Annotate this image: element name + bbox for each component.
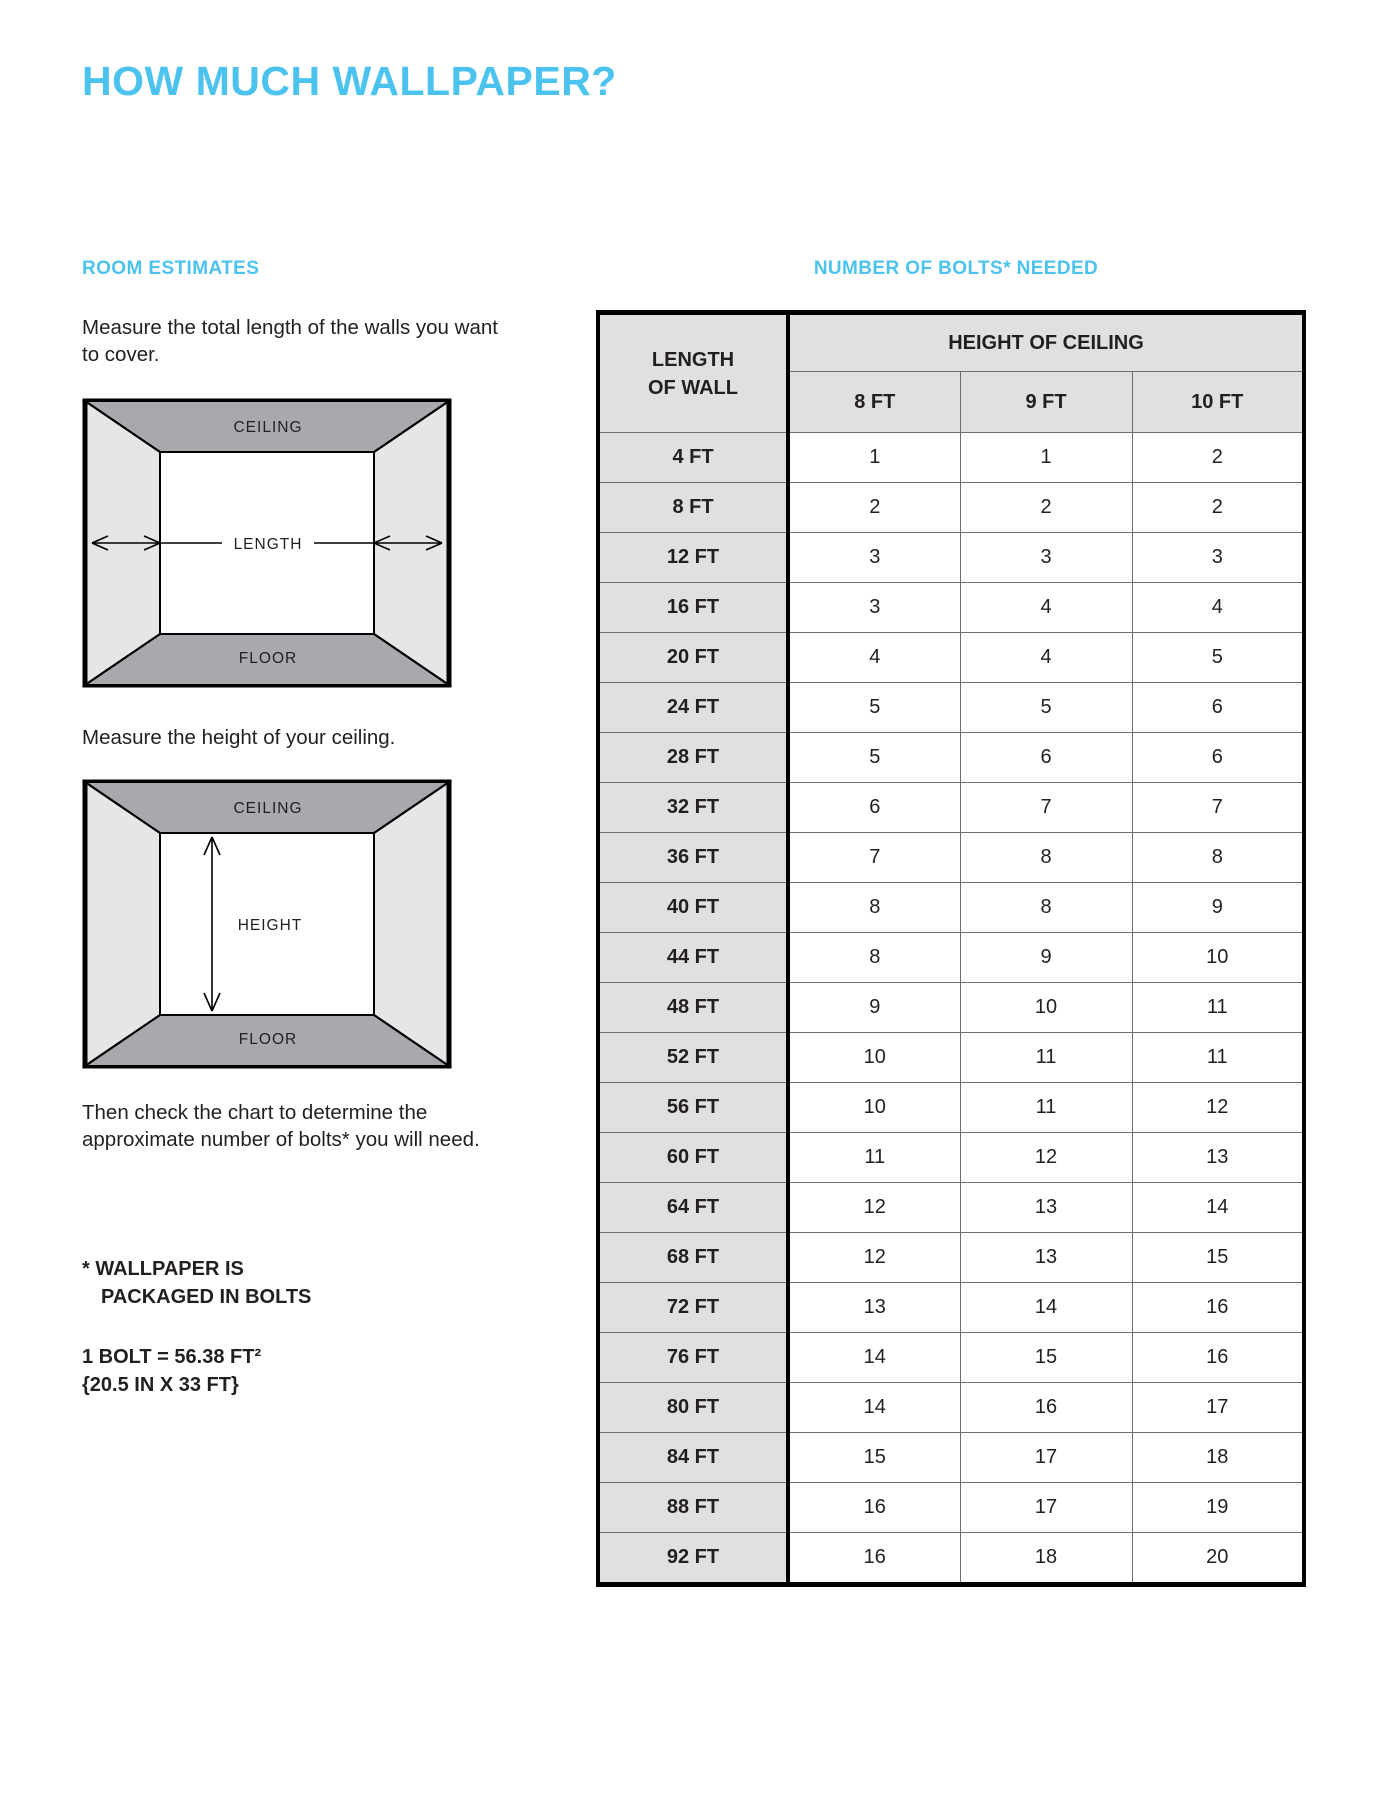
row-label: 20 FT [598,633,788,683]
cell-9ft: 6 [960,733,1132,783]
row-label: 32 FT [598,783,788,833]
row-label: 76 FT [598,1333,788,1383]
row-label: 48 FT [598,983,788,1033]
footnote-block [82,1255,502,1399]
cell-9ft: 1 [960,433,1132,483]
cell-9ft: 14 [960,1283,1132,1333]
table-row [598,683,1304,733]
cell-8ft: 1 [788,433,960,483]
table-row [598,833,1304,883]
cell-9ft: 18 [960,1533,1132,1585]
bolts-table [596,310,1306,1587]
cell-8ft: 4 [788,633,960,683]
cell-9ft: 2 [960,483,1132,533]
bolts-table-caption: NUMBER OF BOLTS* NEEDED [813,258,1099,279]
step-3-text: Then check the chart to determine the approximate number of bolts* you will need. [82,1101,480,1151]
cell-9ft: 9 [960,933,1132,983]
cell-10ft: 20 [1132,1533,1304,1585]
bolts-table-header [598,313,1304,433]
cell-10ft: 6 [1132,683,1304,733]
row-label: 36 FT [598,833,788,883]
cell-10ft: 12 [1132,1083,1304,1133]
room-diagram-length [82,398,492,688]
cell-10ft: 9 [1132,883,1304,933]
cell-10ft: 16 [1132,1283,1304,1333]
cell-10ft: 2 [1132,433,1304,483]
room-estimates-column [82,258,502,1399]
diagram-floor-label: FLOOR [238,650,298,667]
cell-8ft: 16 [788,1533,960,1585]
footnote-line-3: 1 BOLT = 56.38 FT² [82,1346,262,1368]
cell-9ft: 12 [960,1133,1132,1183]
cell-10ft: 11 [1132,983,1304,1033]
row-label: 40 FT [598,883,788,933]
cell-9ft: 16 [960,1383,1132,1433]
step-1-text: Measure the total length of the walls you want to cover. [82,316,498,366]
cell-9ft: 5 [960,683,1132,733]
cell-10ft: 7 [1132,783,1304,833]
diagram-height-label: HEIGHT [237,917,303,934]
cell-8ft: 8 [788,883,960,933]
cell-10ft: 13 [1132,1133,1304,1183]
table-row [598,1383,1304,1433]
diagram-ceiling-label-2: CEILING [233,800,303,817]
table-row [598,983,1304,1033]
cell-10ft: 15 [1132,1233,1304,1283]
bolts-table-body [598,433,1304,1585]
cell-9ft: 7 [960,783,1132,833]
cell-8ft: 14 [788,1383,960,1433]
row-label: 92 FT [598,1533,788,1585]
cell-9ft: 13 [960,1233,1132,1283]
cell-10ft: 14 [1132,1183,1304,1233]
cell-10ft: 3 [1132,533,1304,583]
diagram-floor-label-2: FLOOR [238,1031,298,1048]
table-row [598,1433,1304,1483]
cell-8ft: 11 [788,1133,960,1183]
header-col-9ft: 9 FT [960,372,1132,433]
cell-10ft: 16 [1132,1333,1304,1383]
cell-8ft: 14 [788,1333,960,1383]
cell-8ft: 10 [788,1033,960,1083]
table-row [598,583,1304,633]
row-label: 68 FT [598,1233,788,1283]
header-height-of-ceiling: HEIGHT OF CEILING [788,313,1304,372]
cell-8ft: 8 [788,933,960,983]
cell-8ft: 3 [788,583,960,633]
table-row [598,1083,1304,1133]
header-col-10ft: 10 FT [1132,372,1304,433]
table-row [598,1333,1304,1383]
cell-9ft: 4 [960,583,1132,633]
cell-10ft: 2 [1132,483,1304,533]
cell-9ft: 11 [960,1033,1132,1083]
cell-9ft: 13 [960,1183,1132,1233]
row-label: 80 FT [598,1383,788,1433]
table-row [598,1133,1304,1183]
cell-10ft: 17 [1132,1383,1304,1433]
row-label: 60 FT [598,1133,788,1183]
diagram-ceiling-label: CEILING [233,419,303,436]
table-row [598,633,1304,683]
cell-8ft: 7 [788,833,960,883]
cell-10ft: 4 [1132,583,1304,633]
table-row [598,733,1304,783]
table-row [598,1533,1304,1585]
row-label: 52 FT [598,1033,788,1083]
cell-9ft: 3 [960,533,1132,583]
row-label: 16 FT [598,583,788,633]
cell-9ft: 11 [960,1083,1132,1133]
cell-8ft: 9 [788,983,960,1033]
bolts-table-column [596,258,1316,1587]
cell-10ft: 18 [1132,1433,1304,1483]
table-row [598,1183,1304,1233]
cell-8ft: 2 [788,483,960,533]
cell-8ft: 13 [788,1283,960,1333]
row-label: 72 FT [598,1283,788,1333]
table-row [598,1233,1304,1283]
cell-8ft: 5 [788,733,960,783]
header-col-8ft: 8 FT [788,372,960,433]
row-label: 64 FT [598,1183,788,1233]
cell-8ft: 3 [788,533,960,583]
cell-9ft: 8 [960,833,1132,883]
table-row [598,783,1304,833]
page-title: HOW MUCH WALLPAPER? [82,58,617,104]
cell-8ft: 5 [788,683,960,733]
table-row [598,483,1304,533]
table-row [598,533,1304,583]
cell-8ft: 12 [788,1183,960,1233]
footnote-line-2: PACKAGED IN BOLTS [101,1286,312,1308]
cell-10ft: 11 [1132,1033,1304,1083]
header-length-of-wall [598,313,788,433]
cell-10ft: 6 [1132,733,1304,783]
cell-9ft: 17 [960,1433,1132,1483]
cell-8ft: 15 [788,1433,960,1483]
header-length-line2: OF WALL [648,376,738,399]
cell-9ft: 15 [960,1333,1132,1383]
table-row [598,433,1304,483]
cell-8ft: 10 [788,1083,960,1133]
row-label: 28 FT [598,733,788,783]
cell-10ft: 19 [1132,1483,1304,1533]
cell-10ft: 8 [1132,833,1304,883]
diagram-length-label: LENGTH [233,536,303,553]
row-label: 56 FT [598,1083,788,1133]
table-row [598,883,1304,933]
footnote-line-4: {20.5 IN X 33 FT} [82,1374,239,1396]
cell-10ft: 10 [1132,933,1304,983]
row-label: 24 FT [598,683,788,733]
row-label: 44 FT [598,933,788,983]
cell-8ft: 16 [788,1483,960,1533]
row-label: 8 FT [598,483,788,533]
row-label: 88 FT [598,1483,788,1533]
cell-8ft: 12 [788,1233,960,1283]
room-diagram-height [82,779,492,1069]
step-2-text: Measure the height of your ceiling. [82,726,396,749]
header-length-line1: LENGTH [651,348,735,371]
room-estimates-heading: ROOM ESTIMATES [82,258,260,279]
cell-9ft: 4 [960,633,1132,683]
row-label: 4 FT [598,433,788,483]
cell-9ft: 8 [960,883,1132,933]
row-label: 12 FT [598,533,788,583]
cell-8ft: 6 [788,783,960,833]
footnote-line-1: * WALLPAPER IS [82,1258,244,1280]
cell-9ft: 10 [960,983,1132,1033]
row-label: 84 FT [598,1433,788,1483]
table-row [598,1033,1304,1083]
table-row [598,1283,1304,1333]
cell-10ft: 5 [1132,633,1304,683]
table-row [598,933,1304,983]
table-row [598,1483,1304,1533]
cell-9ft: 17 [960,1483,1132,1533]
